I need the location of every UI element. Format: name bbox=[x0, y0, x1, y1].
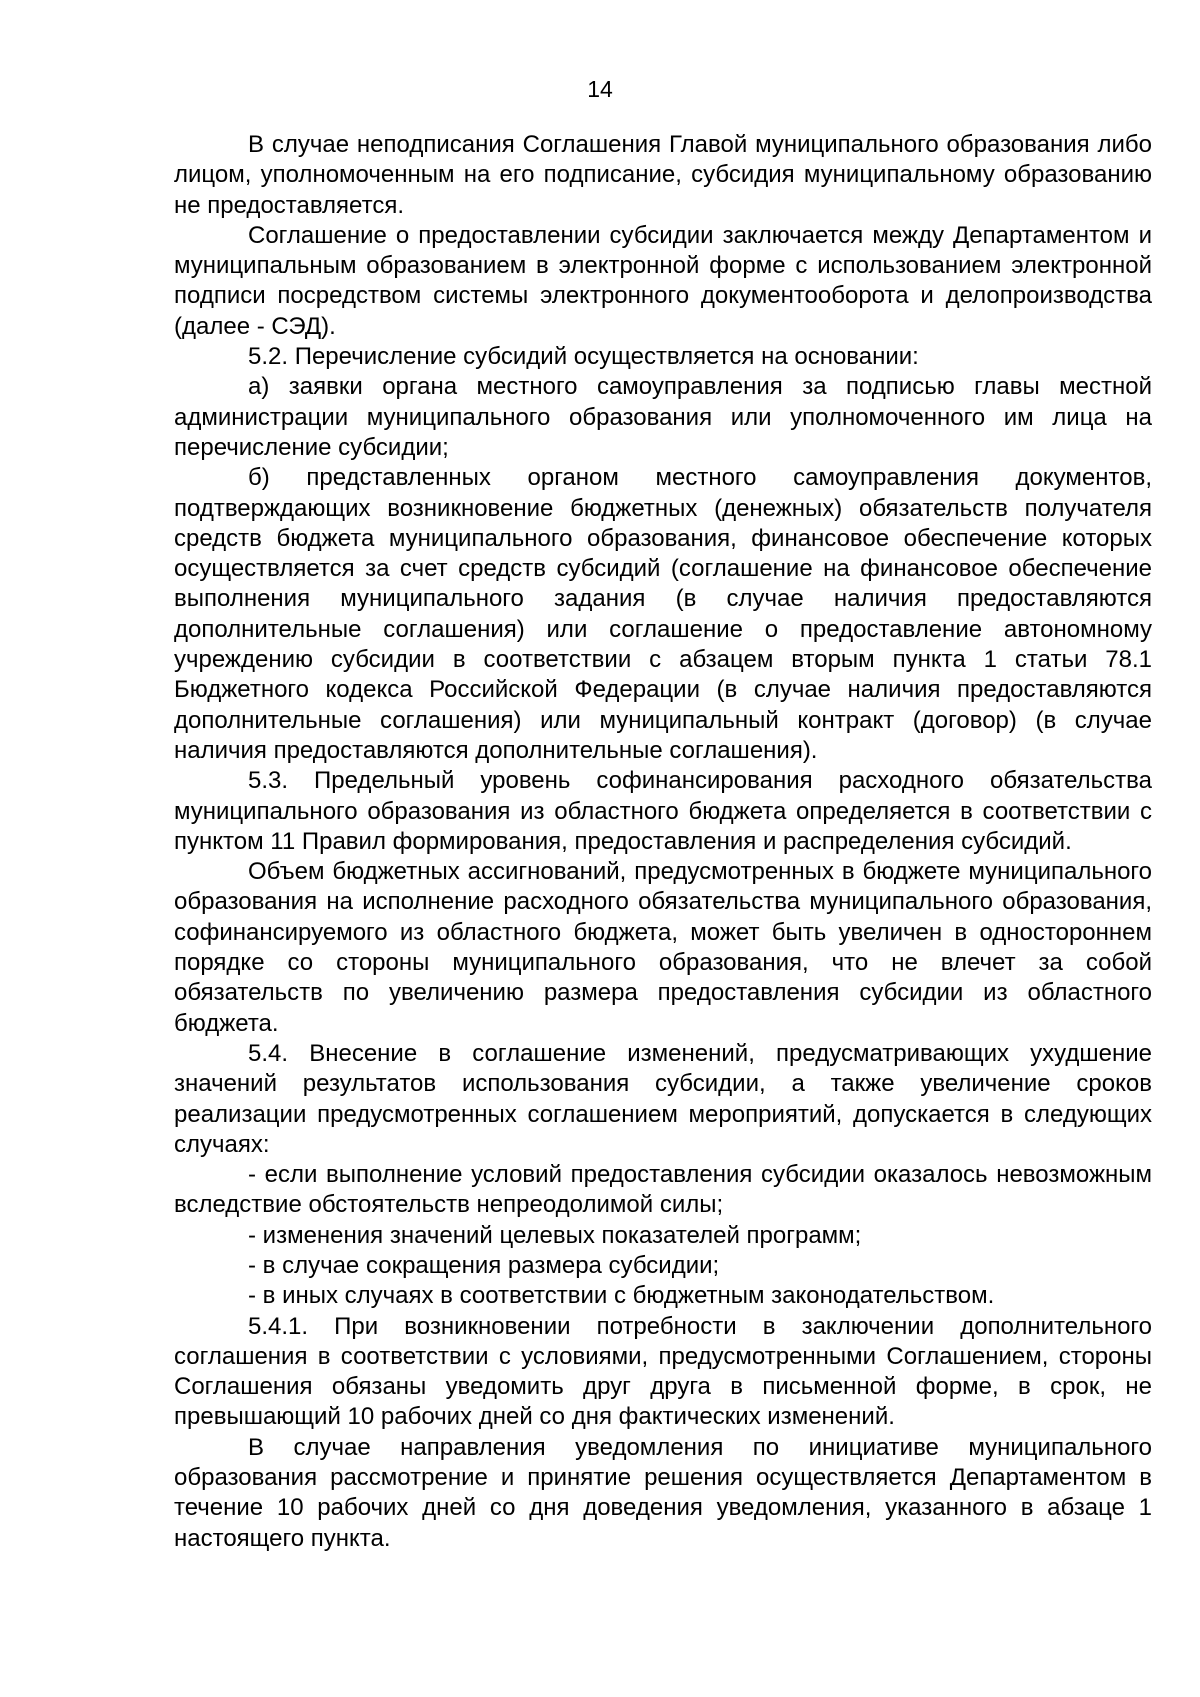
paragraph-5-2-a: а) заявки органа местного самоуправления за подписью главы местной администрации муниципального образования или уполномоченного им лица на перечисление субсидии; bbox=[174, 373, 1152, 461]
list-item-force-majeure: - если выполнение условий предоставления субсидии оказалось невозможным вследствие обстоятельств непреодолимой силы; bbox=[174, 1161, 1152, 1219]
paragraph-5-2-b: б) представленных органом местного самоуправления документов, подтверждающих возникновение бюджетных (денежных) обязательств получателя средств бюджета муниципального образования, финансовое обеспечение которых осуществляется за счет средств субсидий (соглашение на финансовое обеспечение выполнения муниципального задания (в случае наличия предоставляются дополнительные соглашения) или соглашение о предоставление автономному учреждению субсидии в соответствии с абзацем вторым пункта 1 статьи 78.1 Бюджетного кодекса Российской Федерации (в случае наличия предоставляются дополнительные соглашения) или муниципальный контракт (договор) (в случае наличия предоставляются дополнительные соглашения). bbox=[174, 464, 1152, 764]
paragraph-unsigned-agreement: В случае неподписания Соглашения Главой муниципального образования либо лицом, уполномоченным на его подписание, субсидия муниципальному образованию не предоставляется. bbox=[174, 131, 1152, 219]
page-number: 14 bbox=[587, 76, 613, 102]
paragraph-5-4-1: 5.4.1. При возникновении потребности в заключении дополнительного соглашения в соответствии с условиями, предусмотренными Соглашением, стороны Соглашения обязаны уведомить друг друга в письменной форме, в срок, не превышающий 10 рабочих дней со дня фактических изменений. bbox=[174, 1312, 1152, 1431]
paragraph-5-4: 5.4. Внесение в соглашение изменений, предусматривающих ухудшение значений результатов использования субсидии, а также увеличение сроков реализации предусмотренных соглашением мероприятий, допускается в следующих случаях: bbox=[174, 1039, 1152, 1158]
paragraph-5-2: 5.2. Перечисление субсидий осуществляется на основании: bbox=[248, 343, 919, 371]
list-item-subsidy-reduction: - в случае сокращения размера субсидии; bbox=[248, 1251, 720, 1279]
document-body bbox=[174, 130, 1152, 1554]
paragraph-notification: В случае направления уведомления по инициативе муниципального образования рассмотрение и принятие решения осуществляется Департаментом в течение 10 рабочих дней со дня доведения уведомления, указанного в абзаце 1 настоящего пункта. bbox=[174, 1433, 1152, 1552]
paragraph-agreement-electronic: Соглашение о предоставлении субсидии заключается между Департаментом и муниципальным образованием в электронной форме с использованием электронной подписи посредством системы электронного документооборота и делопроизводства (далее - СЭД). bbox=[174, 221, 1152, 340]
paragraph-5-3: 5.3. Предельный уровень софинансирования расходного обязательства муниципального образования из областного бюджета определяется в соответствии с пунктом 11 Правил формирования, предоставления и распределения субсидий. bbox=[174, 767, 1152, 855]
list-item-other-cases: - в иных случаях в соответствии с бюджетным законодательством. bbox=[248, 1282, 995, 1310]
paragraph-budget-allocations: Объем бюджетных ассигнований, предусмотренных в бюджете муниципального образования на исполнение расходного обязательства муниципального образования, софинансируемого из областного бюджета, может быть увеличен в одностороннем порядке со стороны муниципального образования, что не влечет за собой обязательств по увеличению размера предоставления субсидии из областного бюджета. bbox=[174, 858, 1152, 1037]
list-item-target-indicators: - изменения значений целевых показателей программ; bbox=[248, 1221, 862, 1249]
